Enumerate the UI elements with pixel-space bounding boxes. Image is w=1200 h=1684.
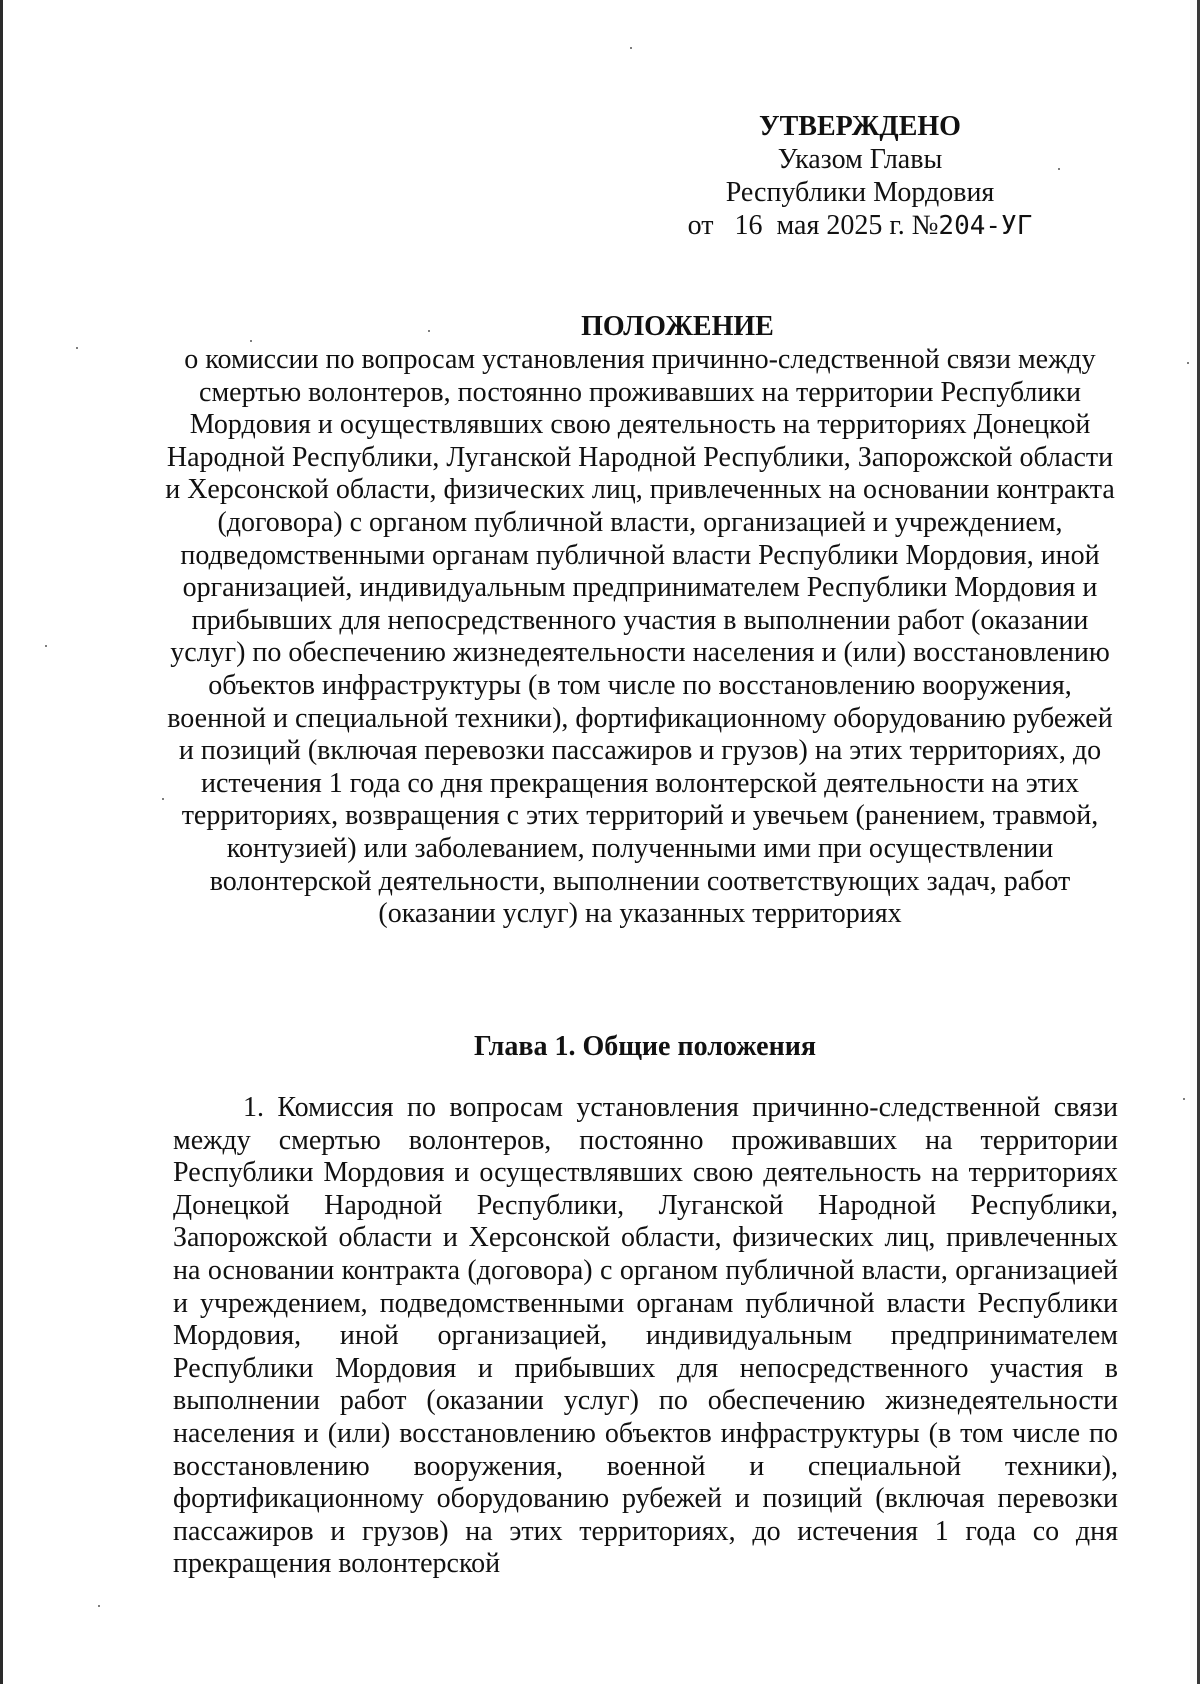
scan-speck — [98, 1605, 100, 1607]
scan-speck — [45, 645, 47, 647]
decree-date: 16 мая 2025 — [734, 210, 883, 241]
scan-speck — [1183, 1098, 1185, 1100]
scan-speck — [1187, 362, 1189, 364]
document-subtitle: о комиссии по вопросам установления причинно-следственной связи между смертью волонтеров, постоянно проживавших на территории Республики Мордовия и осуществлявших свою деятельность на территориях Донецкой Народной Республики, Луганской Народной Республики, Запорожской области и Херсонской области, физических лиц, привлеченных на основании контракта (договора) с органом публичной власти, организацией и учреждением, подведомственными органам публичной власти Республики Мордовия, иной организацией, индивидуальным предпринимателем Республики Мордовия и прибывших для непосредственного участия в выполнении работ (оказании услуг) по обеспечению жизнедеятельности населения и (или) восстановлению объектов инфраструктуры (в том числе по восстановлению вооружения, военной и специальной техники), фортификационному оборудованию рубежей и позиций (включая перевозки пассажиров и грузов) на этих территориях, до истечения 1 года со дня прекращения волонтерской деятельности на этих территориях, возвращения с этих территорий и увечьем (ранением, травмой, контузией) или заболеванием, полученными ими при осуществлении волонтерской деятельности, выполнении соответствующих задач, работ (оказании услуг) на указанных территориях — [165, 344, 1115, 930]
chapter-heading: Глава 1. Общие положения — [473, 1031, 816, 1062]
approval-stamp — [660, 110, 1060, 243]
decree-number: 204-УГ — [938, 211, 1033, 241]
scan-left-edge — [0, 0, 3, 1684]
paragraph-1: 1. Комиссия по вопросам установления причинно-следственной связи между смертью волонтеров, постоянно проживавших на территории Республики Мордовия и осуществлявших свою деятельность на территориях Донецкой Народной Республики, Луганской Народной Республики, Запорожской области и Херсонской области, физических лиц, привлеченных на основании контракта (договора) с органом публичной власти, организацией и учреждением, подведомственными органам публичной власти Республики Мордовия, иной организацией, индивидуальным предпринимателем Республики Мордовия и прибывших для непосредственного участия в выполнении работ (оказании услуг) по обеспечению жизнедеятельности населения и (или) восстановлению объектов инфраструктуры (в том числе по восстановлению вооружения, военной и специальной техники), фортификационному оборудованию рубежей и позиций (включая перевозки пассажиров и грузов) на этих территориях, до истечения 1 года со дня прекращения волонтерской — [173, 1092, 1118, 1580]
approval-line-decree: Указом Главы — [777, 144, 943, 175]
approval-title: УТВЕРЖДЕНО — [759, 111, 961, 142]
date-prefix: от — [687, 210, 714, 241]
scan-speck — [630, 47, 632, 49]
approval-line-republic: Республики Мордовия — [725, 177, 995, 208]
date-number-sign: г. № — [889, 210, 939, 241]
approval-date-line — [660, 209, 1060, 243]
document-title: ПОЛОЖЕНИЕ — [581, 311, 774, 342]
scan-speck — [76, 347, 78, 349]
